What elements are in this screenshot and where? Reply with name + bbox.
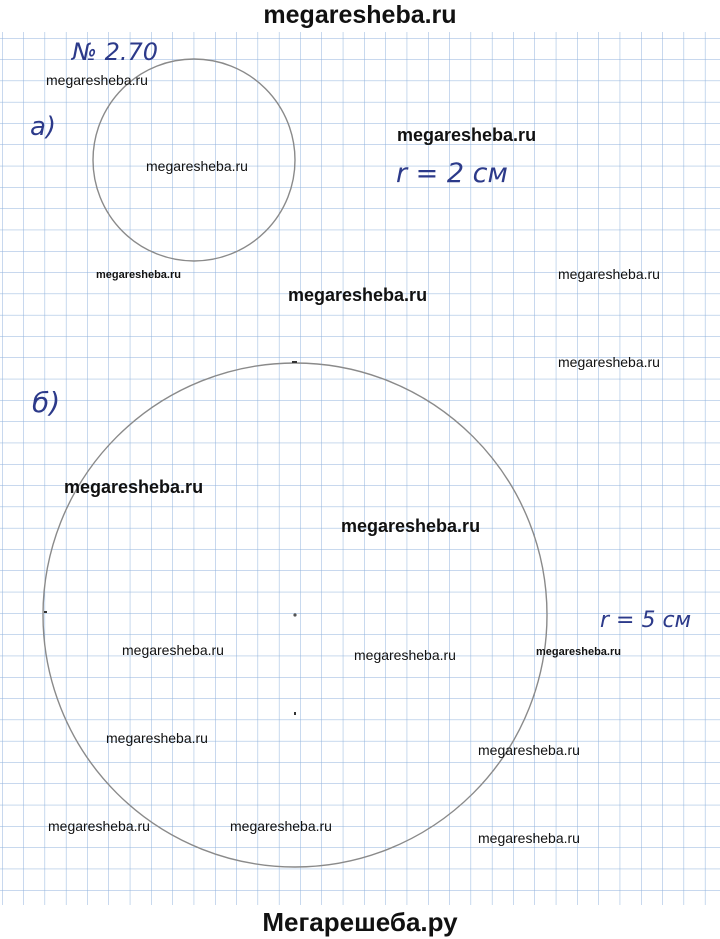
watermark: megaresheba.ru	[354, 647, 456, 663]
watermark: megaresheba.ru	[122, 642, 224, 658]
grid-and-drawings	[0, 32, 720, 905]
site-footer: Мегарешеба.ру	[0, 905, 720, 939]
watermark: megaresheba.ru	[478, 830, 580, 846]
watermark: megaresheba.ru	[558, 266, 660, 282]
watermark: megaresheba.ru	[64, 477, 204, 497]
grid-pattern	[0, 32, 720, 905]
problem-number: № 2.70	[72, 38, 159, 66]
watermark: megaresheba.ru	[230, 818, 332, 834]
watermark: megaresheba.ru	[46, 72, 148, 88]
center-point-b	[293, 613, 296, 616]
watermark: megaresheba.ru	[96, 269, 181, 281]
watermark: megaresheba.ru	[146, 158, 248, 174]
part-b-label: б)	[32, 386, 61, 419]
watermark: megaresheba.ru	[478, 742, 580, 758]
watermark: megaresheba.ru	[341, 516, 481, 536]
watermark: megaresheba.ru	[536, 646, 621, 658]
watermark: megaresheba.ru	[106, 730, 208, 746]
part-a-radius: r = 2 см	[396, 158, 508, 189]
watermark: megaresheba.ru	[288, 285, 428, 305]
site-header: megaresheba.ru	[0, 0, 720, 32]
part-a-label: а)	[30, 112, 57, 142]
watermark: megaresheba.ru	[48, 818, 150, 834]
graph-paper	[0, 32, 720, 905]
part-b-radius: r = 5 см	[600, 608, 692, 633]
watermark: megaresheba.ru	[397, 125, 537, 145]
watermark: megaresheba.ru	[558, 354, 660, 370]
